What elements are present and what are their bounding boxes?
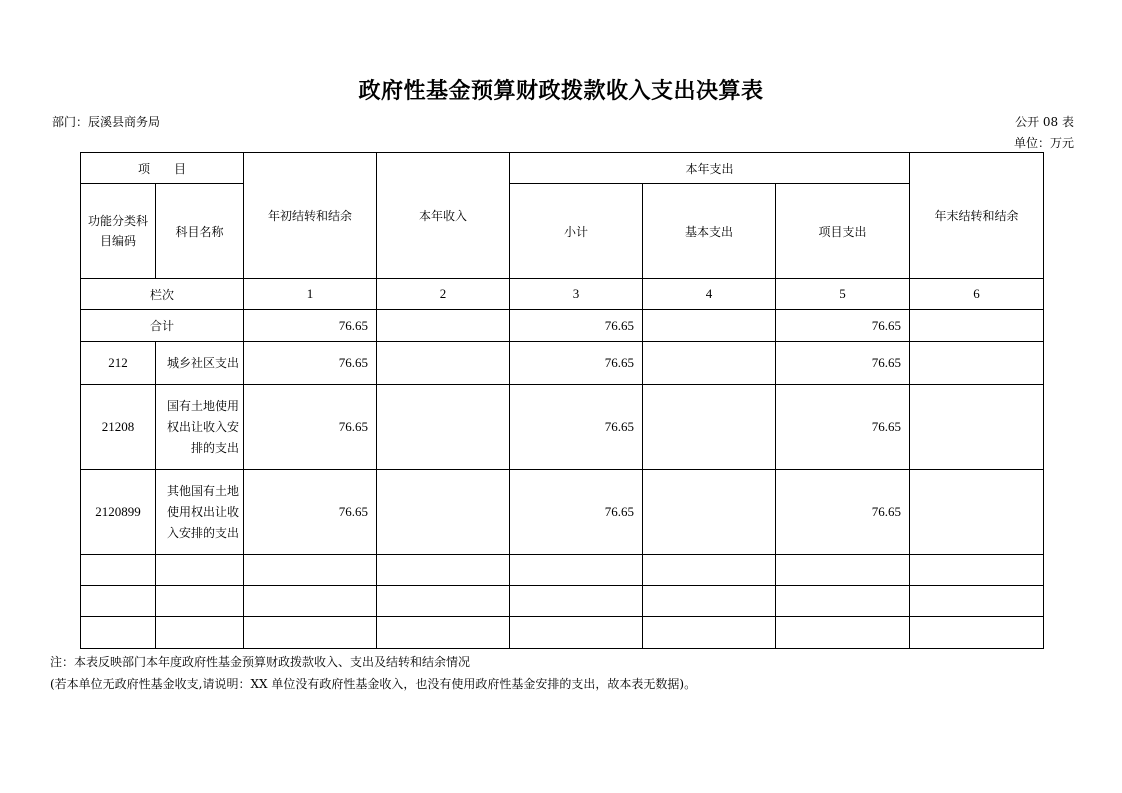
- empty-row: [81, 617, 1044, 649]
- row-begin-balance: 76.65: [244, 385, 377, 470]
- total-row: [81, 310, 1044, 342]
- column-index-3: 3: [510, 279, 643, 310]
- row-code: 21208: [81, 385, 156, 470]
- row-basic: [643, 385, 776, 470]
- note-instruction: (若本单位无政府性基金收支,请说明：XX 单位没有政府性基金收入，也没有使用政府性基金安排的支出，故本表无数据)。: [50, 677, 697, 691]
- header-subject-name: 科目名称: [156, 184, 244, 279]
- header-item: 项 目: [81, 153, 244, 184]
- row-end-balance: [910, 470, 1044, 555]
- row-income: [377, 470, 510, 555]
- table-code: 公开 08 表: [1015, 115, 1074, 129]
- table-row: [81, 385, 1044, 470]
- total-label: 合计: [81, 310, 244, 342]
- department-label: 部门：辰溪县商务局: [52, 115, 161, 129]
- row-name: 国有土地使用权出让收入安排的支出: [156, 385, 244, 470]
- row-project: 76.65: [776, 385, 910, 470]
- total-basic: [643, 310, 776, 342]
- row-project: 76.65: [776, 342, 910, 385]
- header-subtotal: 小计: [510, 184, 643, 279]
- column-index-4: 4: [643, 279, 776, 310]
- header-basic: 基本支出: [643, 184, 776, 279]
- total-begin-balance: 76.65: [244, 310, 377, 342]
- column-index-5: 5: [776, 279, 910, 310]
- row-subtotal: 76.65: [510, 385, 643, 470]
- row-basic: [643, 342, 776, 385]
- row-begin-balance: 76.65: [244, 470, 377, 555]
- header-end-balance: 年末结转和结余: [910, 153, 1044, 279]
- table-row: [81, 342, 1044, 385]
- unit-label: 单位：万元: [1013, 136, 1074, 150]
- column-index-2: 2: [377, 279, 510, 310]
- table-row: [81, 470, 1044, 555]
- row-subtotal: 76.65: [510, 470, 643, 555]
- empty-row: [81, 555, 1044, 586]
- row-name: 其他国有土地使用权出让收入安排的支出: [156, 470, 244, 555]
- header-begin-balance: 年初结转和结余: [244, 153, 377, 279]
- column-index-label: 栏次: [81, 279, 244, 310]
- header-expenditure: 本年支出: [510, 153, 910, 184]
- empty-row: [81, 586, 1044, 617]
- row-code: 212: [81, 342, 156, 385]
- header-income: 本年收入: [377, 153, 510, 279]
- row-end-balance: [910, 342, 1044, 385]
- total-subtotal: 76.65: [510, 310, 643, 342]
- row-basic: [643, 470, 776, 555]
- header-project: 项目支出: [776, 184, 910, 279]
- header-func-code: 功能分类科目编码: [81, 184, 156, 279]
- note-description: 注：本表反映部门本年度政府性基金预算财政拨款收入、支出及结转和结余情况: [50, 655, 471, 669]
- total-end-balance: [910, 310, 1044, 342]
- row-end-balance: [910, 385, 1044, 470]
- row-project: 76.65: [776, 470, 910, 555]
- row-begin-balance: 76.65: [244, 342, 377, 385]
- page-title: 政府性基金预算财政拨款收入支出决算表: [358, 79, 764, 104]
- column-index-6: 6: [910, 279, 1044, 310]
- row-income: [377, 385, 510, 470]
- row-code: 2120899: [81, 470, 156, 555]
- column-index-1: 1: [244, 279, 377, 310]
- row-subtotal: 76.65: [510, 342, 643, 385]
- row-income: [377, 342, 510, 385]
- total-income: [377, 310, 510, 342]
- budget-table: [80, 152, 1044, 649]
- total-project: 76.65: [776, 310, 910, 342]
- row-name: 城乡社区支出: [156, 342, 244, 385]
